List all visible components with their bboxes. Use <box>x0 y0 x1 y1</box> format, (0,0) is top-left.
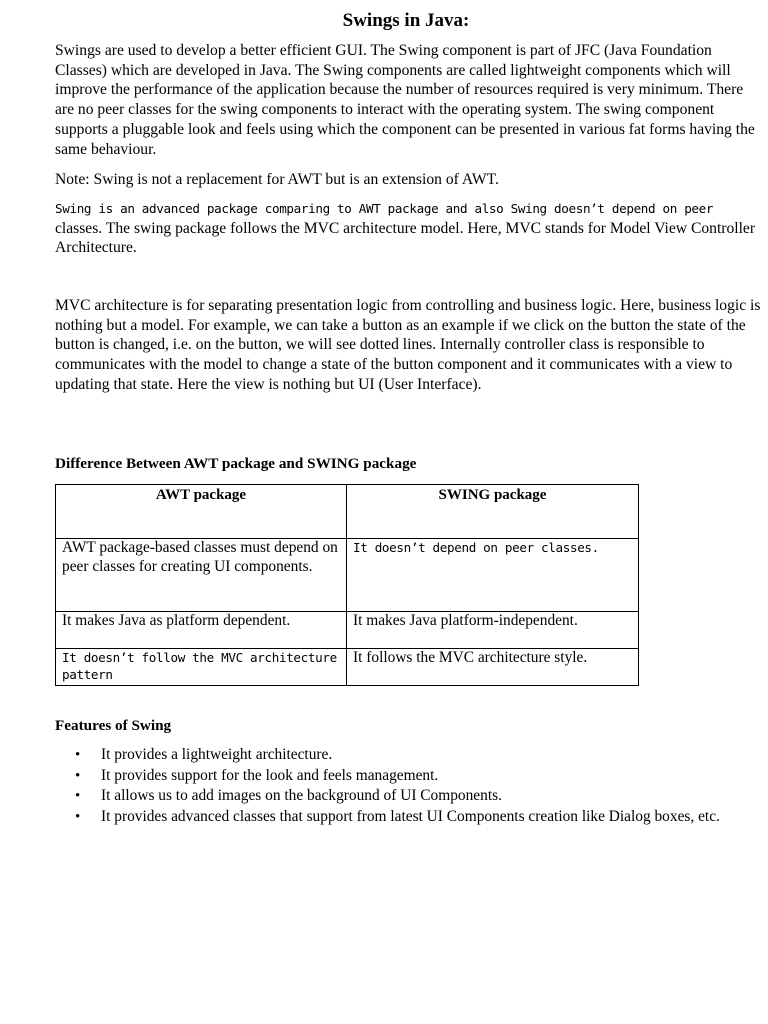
bullet-icon: • <box>75 788 81 804</box>
table-row <box>56 649 639 686</box>
bullet-icon: • <box>75 808 81 825</box>
table-cell-swing: It makes Java platform-independent. <box>347 612 639 649</box>
table-row <box>56 612 639 649</box>
table-header-row <box>56 485 639 539</box>
table-cell-awt: AWT package-based classes must depend on peer classes for creating UI components. <box>56 539 347 612</box>
package-paragraph-mono-text: Swing is an advanced package comparing to AWT package and also Swing doesn’t depend on peer <box>55 201 714 216</box>
difference-heading: Difference Between AWT package and SWING package <box>55 455 417 472</box>
note-paragraph: Note: Swing is not a replacement for AWT but is an extension of AWT. <box>55 171 499 188</box>
table-cell-swing: It doesn’t depend on peer classes. <box>347 539 639 612</box>
table-cell-awt: It doesn’t follow the MVC architecture pattern <box>56 649 347 686</box>
list-item-text: It provides a lightweight architecture. <box>101 746 333 763</box>
list-item <box>55 745 755 766</box>
list-item-text: It allows us to add images on the background of UI Components. <box>101 787 502 804</box>
list-item <box>55 807 755 828</box>
column-header-awt: AWT package <box>56 485 347 539</box>
bullet-icon: • <box>75 767 81 784</box>
list-item-text: It provides support for the look and feels management. <box>101 766 439 784</box>
table-row <box>56 539 639 612</box>
table-cell-swing: It follows the MVC architecture style. <box>347 649 639 686</box>
list-item <box>55 786 755 807</box>
package-paragraph <box>55 199 763 258</box>
comparison-table <box>55 484 639 686</box>
page-title: Swings in Java: <box>342 10 470 31</box>
bullet-icon: • <box>75 747 81 763</box>
list-item <box>55 766 755 787</box>
package-paragraph-text: classes. The swing package follows the MVC architecture model. Here, MVC stands for Model View Controller Architecture. <box>55 219 756 257</box>
features-list <box>55 745 755 827</box>
column-header-swing: SWING package <box>347 485 639 539</box>
features-heading: Features of Swing <box>55 717 172 734</box>
table-cell-awt: It makes Java as platform dependent. <box>56 612 347 649</box>
mvc-paragraph: MVC architecture is for separating presentation logic from controlling and business logic. Here, business logic is nothing but a model. For example, we can take a button as an example if we click on the button the state of the button is changed, i.e. on the button, we will see dotted lines. Internally controller class is responsible to communicates with the model to change a state of the button component and it communicates with a view to updating that state. Here the view is nothing but UI (User Interface). <box>55 297 761 393</box>
list-item-text: It provides advanced classes that support from latest UI Components creation like Dialog boxes, etc. <box>101 807 720 825</box>
intro-paragraph: Swings are used to develop a better efficient GUI. The Swing component is part of JFC (Java Foundation Classes) which are developed in Java. The Swing components are called lightweight components which will improve the performance of the application because the number of resources required is very minimum. There are no peer classes for the swing components to interact with the operating system. The swing component supports a pluggable look and feels using which the component can be presented in various fat forms having the same behaviour. <box>55 42 755 158</box>
